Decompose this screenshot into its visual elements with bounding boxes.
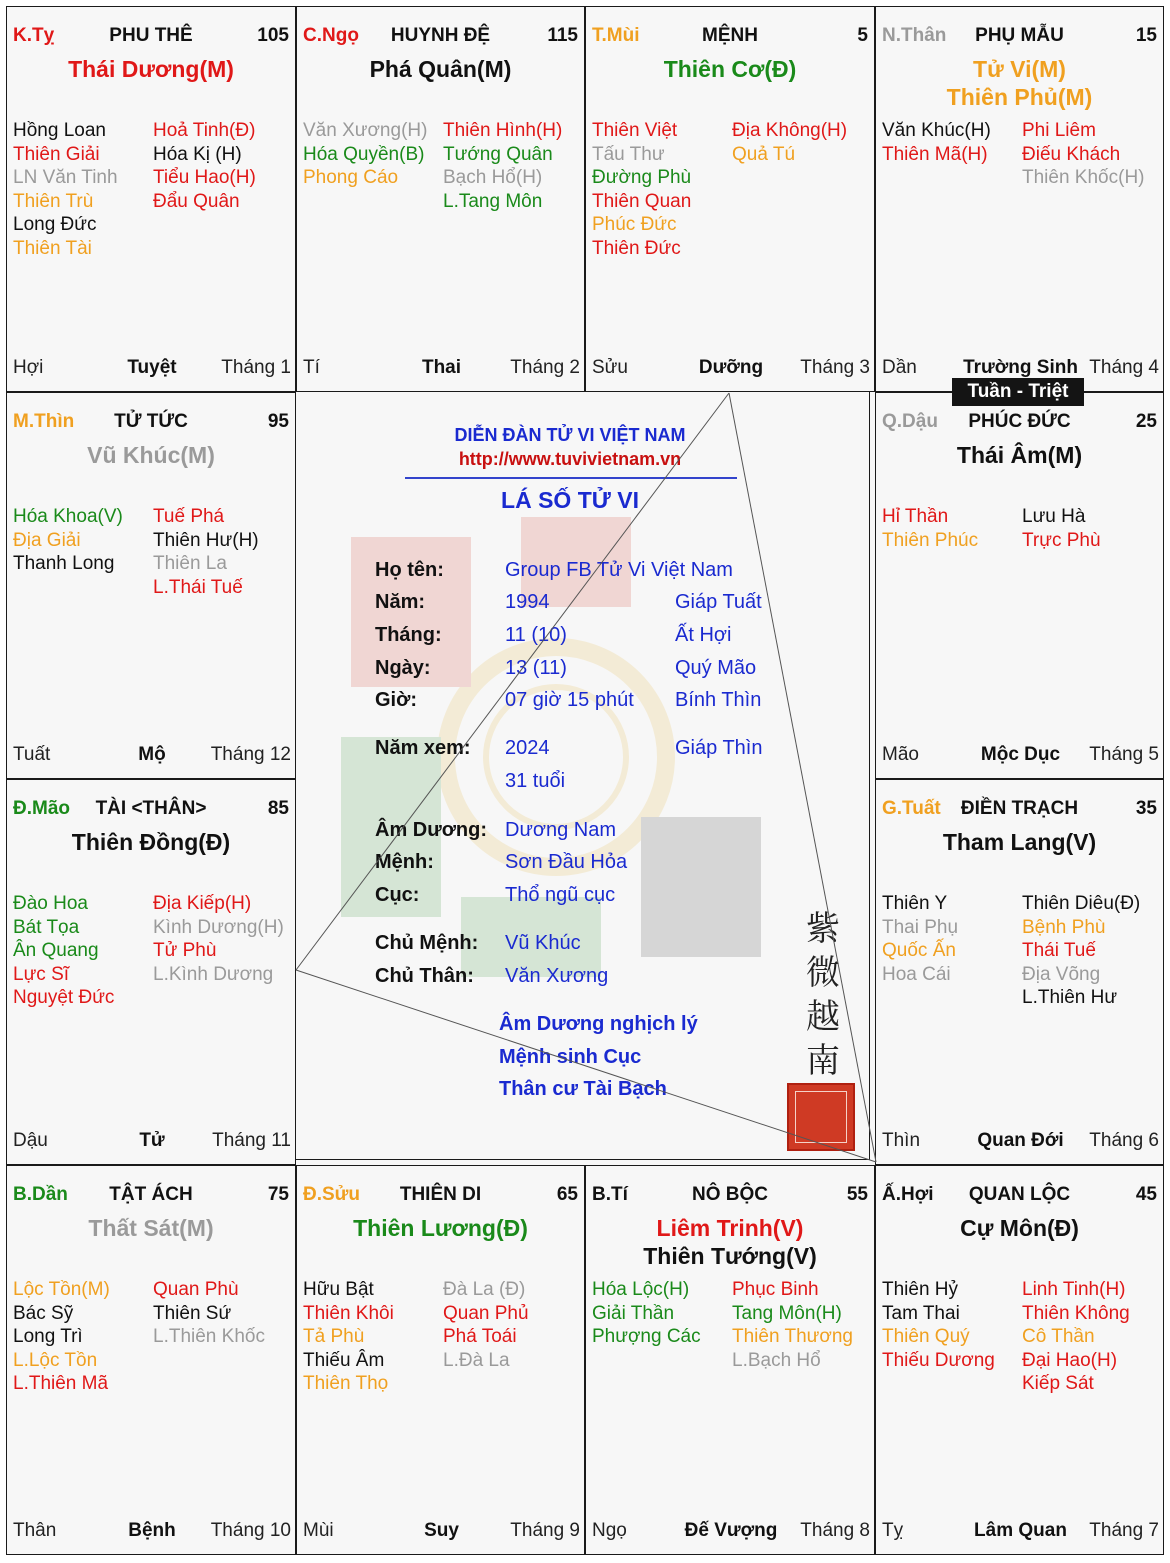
- minor-star: Bạch Hổ(H): [443, 167, 543, 188]
- minor-star: Hóa Quyền(B): [303, 143, 425, 165]
- minor-star: Linh Tinh(H): [1022, 1279, 1126, 1300]
- minor-star: Tam Thai: [882, 1302, 960, 1324]
- life-stage: Lâm Quan: [974, 1520, 1067, 1541]
- info-label: Tháng:: [375, 624, 442, 646]
- minor-star: Thiên Sứ: [153, 1302, 232, 1324]
- info-label: Chủ Thân:: [375, 965, 474, 987]
- palace-name: MỆNH: [702, 25, 758, 46]
- minor-star: Tử Phù: [153, 940, 217, 961]
- info-label: Năm xem:: [375, 737, 471, 759]
- heavenly-stem: Ấ.Hợi: [882, 1184, 934, 1205]
- minor-star: Phục Binh: [732, 1279, 819, 1300]
- minor-star: Điếu Khách: [1022, 143, 1121, 165]
- heavenly-stem: T.Mùi: [592, 25, 640, 46]
- minor-star: Tiểu Hao(H): [153, 167, 256, 188]
- palace-age: 85: [267, 798, 289, 819]
- minor-star: Tấu Thư: [592, 143, 665, 165]
- minor-star: Thiên Trù: [13, 190, 94, 212]
- minor-star: Bát Tọa: [13, 916, 80, 938]
- minor-star: Hoa Cái: [882, 963, 951, 985]
- info-label: Mệnh:: [375, 851, 434, 873]
- minor-star: L.Tang Môn: [443, 190, 543, 212]
- minor-star: Địa Không(H): [732, 120, 848, 141]
- palace-name: QUAN LỘC: [968, 1184, 1071, 1205]
- minor-star: Tuế Phá: [153, 506, 225, 527]
- earthly-branch: Dần: [882, 357, 917, 378]
- minor-star: Hóa Khoa(V): [13, 506, 123, 527]
- minor-star: Đại Hao(H): [1022, 1349, 1118, 1371]
- heavenly-stem: M.Thìn: [13, 411, 75, 432]
- minor-star: Thái Tuế: [1022, 940, 1096, 961]
- life-stage: Mộc Dục: [980, 744, 1061, 765]
- main-star: Tham Lang(V): [942, 829, 1097, 855]
- minor-star: Hỉ Thần: [882, 506, 949, 527]
- main-star: Thái Dương(M): [68, 56, 234, 82]
- main-star: Cự Môn(Đ): [960, 1215, 1079, 1241]
- earthly-branch: Sửu: [592, 357, 628, 378]
- palace-age: 15: [1135, 25, 1157, 46]
- main-star: Liêm Trinh(V): [656, 1215, 804, 1241]
- kanji-char: 紫: [806, 909, 840, 949]
- heavenly-stem: Đ.Mão: [13, 798, 70, 819]
- palace-name: PHÚC ĐỨC: [968, 411, 1071, 432]
- minor-star: Thiên Giải: [13, 143, 100, 165]
- minor-star: Thiên Khôi: [303, 1302, 394, 1324]
- palace-name: TÀI <THÂN>: [95, 798, 207, 819]
- lunar-month: Tháng 10: [210, 1520, 291, 1541]
- lunar-month: Tháng 6: [1089, 1130, 1159, 1151]
- minor-star: Thiên Đức: [592, 237, 681, 259]
- life-stage: Tử: [139, 1130, 165, 1151]
- minor-star: L.Bạch Hổ: [732, 1349, 821, 1371]
- minor-star: Trực Phù: [1022, 529, 1101, 551]
- minor-star: Thiên Khốc(H): [1022, 167, 1145, 188]
- life-stage: Tuyệt: [127, 357, 177, 378]
- minor-star: Hoả Tinh(Đ): [153, 120, 256, 141]
- minor-star: Thiên Thọ: [303, 1373, 389, 1394]
- minor-star: Phượng Các: [592, 1326, 701, 1347]
- info-value: 1994: [505, 591, 550, 613]
- info-label: Năm:: [375, 591, 426, 613]
- minor-star: Địa Kiếp(H): [153, 893, 252, 914]
- palace-age: 65: [556, 1184, 578, 1205]
- info-value: Dương Nam: [505, 819, 616, 841]
- minor-star: Long Trì: [13, 1326, 83, 1347]
- minor-star: Thiên Phúc: [882, 529, 979, 551]
- minor-star: Quả Tú: [732, 143, 796, 165]
- minor-star: Đào Hoa: [13, 893, 88, 914]
- earthly-branch: Tỵ: [882, 1520, 904, 1541]
- info-label: Họ tên:: [375, 559, 444, 581]
- chart-note: Mệnh sinh Cục: [499, 1046, 642, 1068]
- info-value: 2024: [505, 737, 550, 759]
- lunar-month: Tháng 5: [1089, 744, 1159, 765]
- minor-star: Hồng Loan: [13, 120, 106, 141]
- minor-star: Thiên Hình(H): [443, 120, 563, 141]
- earthly-branch: Dậu: [13, 1130, 48, 1151]
- minor-star: Đẩu Quân: [153, 190, 240, 212]
- chart-note: Âm Dương nghịch lý: [499, 1013, 698, 1035]
- palace-age: 95: [267, 411, 289, 432]
- palace-age: 35: [1135, 798, 1157, 819]
- minor-star: Thiên Thương: [732, 1326, 853, 1347]
- life-stage: Thai: [421, 357, 462, 378]
- palace-name: THIÊN DI: [399, 1184, 482, 1205]
- info-label: Âm Dương:: [375, 819, 488, 841]
- info-canchi: Giáp Tuất: [675, 591, 762, 613]
- lunar-month: Tháng 9: [510, 1520, 580, 1541]
- minor-star: Thiên Y: [882, 893, 948, 914]
- minor-star: Lưu Hà: [1022, 506, 1086, 527]
- minor-star: L.Đà La: [443, 1349, 510, 1371]
- minor-star: Thiên Quan: [592, 190, 692, 212]
- minor-star: Quan Phù: [153, 1279, 239, 1300]
- kanji-char: 越: [806, 997, 840, 1037]
- earthly-branch: Hợi: [13, 357, 44, 378]
- chart-note: Thân cư Tài Bạch: [499, 1078, 667, 1100]
- heavenly-stem: Đ.Sửu: [303, 1184, 361, 1205]
- palace-age: 55: [846, 1184, 868, 1205]
- heavenly-stem: K.Tỵ: [13, 25, 55, 46]
- minor-star: Quan Phủ: [443, 1302, 529, 1324]
- minor-star: Thiếu Dương: [882, 1349, 995, 1371]
- earthly-branch: Thìn: [882, 1130, 921, 1151]
- main-star: Thiên Phủ(M): [946, 84, 1093, 110]
- forum-url[interactable]: http://www.tuvivietnam.vn: [458, 449, 682, 469]
- info-label: Cục:: [375, 884, 420, 906]
- minor-star: Thiên Diêu(Đ): [1022, 893, 1141, 914]
- main-star: Vũ Khúc(M): [87, 442, 215, 468]
- palace-age: 75: [267, 1184, 289, 1205]
- minor-star: L.Thái Tuế: [153, 576, 243, 598]
- info-value: Thổ ngũ cục: [505, 884, 616, 906]
- minor-star: Hữu Bật: [303, 1279, 374, 1300]
- info-value: 07 giờ 15 phút: [505, 689, 634, 711]
- minor-star: Kiếp Sát: [1022, 1373, 1094, 1394]
- heavenly-stem: B.Dần: [13, 1184, 68, 1205]
- life-stage: Quan Đới: [977, 1130, 1064, 1151]
- minor-star: Lộc Tồn(M): [13, 1279, 110, 1300]
- lunar-month: Tháng 11: [212, 1130, 291, 1151]
- minor-star: L.Thiên Mã: [13, 1373, 109, 1394]
- minor-star: L.Thiên Hư: [1022, 987, 1118, 1008]
- forum-name: DIỄN ĐÀN TỬ VI VIỆT NAM: [454, 425, 686, 445]
- minor-star: L.Lộc Tồn: [13, 1349, 98, 1371]
- minor-star: Đường Phù: [592, 167, 692, 188]
- main-star: Thất Sát(M): [88, 1215, 214, 1241]
- minor-star: Bác Sỹ: [13, 1302, 74, 1324]
- info-value: 13 (11): [505, 657, 567, 679]
- life-stage: Bệnh: [128, 1520, 176, 1541]
- info-label: Chủ Mệnh:: [375, 932, 479, 954]
- minor-star: Thiên Không: [1022, 1302, 1130, 1324]
- info-canchi: Bính Thìn: [675, 689, 762, 711]
- palace-name: TẬT ÁCH: [109, 1184, 193, 1205]
- main-star: Thiên Lương(Đ): [353, 1215, 528, 1241]
- minor-star: Quốc Ấn: [882, 940, 956, 961]
- minor-star: Phúc Đức: [592, 214, 677, 235]
- palace-age: 25: [1135, 411, 1157, 432]
- minor-star: LN Văn Tinh: [13, 167, 118, 188]
- main-star: Tử Vi(M): [973, 56, 1066, 82]
- info-value: 11 (10): [505, 624, 567, 646]
- minor-star: Địa Giải: [13, 529, 81, 551]
- minor-star: Thiên Việt: [592, 120, 678, 141]
- earthly-branch: Tí: [303, 357, 320, 378]
- palace-age: 5: [857, 25, 868, 46]
- minor-star: Tả Phù: [303, 1326, 365, 1347]
- life-stage: Suy: [424, 1520, 459, 1541]
- earthly-branch: Mão: [882, 744, 919, 765]
- minor-star: Thiếu Âm: [303, 1349, 385, 1371]
- info-label: Giờ:: [375, 689, 417, 711]
- kanji-char: 南: [806, 1041, 840, 1081]
- info-value: Sơn Đầu Hỏa: [505, 851, 628, 873]
- minor-star: Văn Xương(H): [303, 120, 428, 141]
- info-canchi: Giáp Thìn: [675, 737, 763, 759]
- minor-star: Phong Cáo: [303, 167, 399, 188]
- minor-star: Giải Thần: [592, 1302, 675, 1324]
- minor-star: Hóa Kị (H): [153, 143, 242, 165]
- info-value: 31 tuổi: [505, 770, 566, 792]
- lunar-month: Tháng 7: [1089, 1520, 1159, 1541]
- minor-star: Cô Thần: [1022, 1326, 1095, 1347]
- minor-star: Bệnh Phù: [1022, 916, 1106, 938]
- minor-star: Phá Toái: [443, 1326, 517, 1347]
- life-stage: Mộ: [138, 744, 166, 765]
- earthly-branch: Tuất: [13, 744, 51, 765]
- lunar-month: Tháng 4: [1089, 357, 1159, 378]
- palace-name: NÔ BỘC: [692, 1184, 768, 1205]
- lunar-month: Tháng 1: [221, 357, 291, 378]
- heavenly-stem: B.Tí: [592, 1184, 628, 1205]
- info-canchi: Ất Hợi: [675, 624, 732, 646]
- main-star: Thái Âm(M): [956, 442, 1083, 468]
- minor-star: Thanh Long: [13, 553, 115, 574]
- palace-name: TỬ TỨC: [114, 411, 188, 432]
- lunar-month: Tháng 8: [800, 1520, 870, 1541]
- life-stage: Dưỡng: [698, 357, 764, 378]
- main-star: Thiên Cơ(Đ): [663, 56, 797, 82]
- minor-star: Thiên Mã(H): [882, 143, 988, 165]
- heavenly-stem: Q.Dậu: [882, 411, 938, 432]
- earthly-branch: Ngọ: [592, 1520, 627, 1541]
- minor-star: Tướng Quân: [443, 143, 553, 165]
- minor-star: Thiên Hỷ: [882, 1279, 959, 1300]
- palace-name: PHU THÊ: [109, 25, 193, 46]
- heavenly-stem: G.Tuất: [882, 798, 941, 819]
- palace-age: 105: [257, 25, 289, 46]
- chart-title: LÁ SỐ TỬ VI: [501, 487, 639, 513]
- info-value: Group FB Tử Vi Việt Nam: [505, 559, 733, 581]
- minor-star: Thai Phụ: [882, 916, 959, 938]
- main-star: Thiên Tướng(V): [643, 1243, 817, 1269]
- minor-star: Hóa Lộc(H): [592, 1279, 690, 1300]
- minor-star: Văn Khúc(H): [882, 120, 991, 141]
- minor-star: Lực Sĩ: [13, 963, 70, 985]
- palace-name: HUYNH ĐỆ: [390, 25, 491, 46]
- minor-star: Ân Quang: [13, 940, 99, 961]
- main-star: Phá Quân(M): [369, 56, 512, 82]
- minor-star: Tang Môn(H): [732, 1302, 842, 1324]
- main-star: Thiên Đồng(Đ): [71, 829, 231, 855]
- kanji-char: 微: [806, 953, 840, 993]
- minor-star: Kình Dương(H): [153, 916, 284, 938]
- earthly-branch: Mùi: [303, 1520, 334, 1541]
- palace-age: 45: [1135, 1184, 1157, 1205]
- minor-star: Địa Võng: [1022, 963, 1101, 985]
- palace-age: 115: [547, 25, 578, 46]
- minor-star: Thiên La: [153, 553, 227, 574]
- life-stage: Đế Vượng: [684, 1520, 778, 1541]
- tuan-triet-badge: Tuần - Triệt: [952, 378, 1084, 406]
- minor-star: Nguyệt Đức: [13, 987, 115, 1008]
- life-stage: Trường Sinh: [963, 357, 1078, 378]
- info-value: Văn Xương: [505, 965, 609, 987]
- heavenly-stem: N.Thân: [882, 25, 947, 46]
- info-canchi: Quý Mão: [675, 657, 757, 679]
- minor-star: Thiên Hư(H): [153, 529, 259, 551]
- earthly-branch: Thân: [13, 1520, 57, 1541]
- palace-name: PHỤ MẪU: [975, 25, 1064, 46]
- minor-star: Long Đức: [13, 214, 97, 235]
- minor-star: L.Kình Dương: [153, 963, 274, 985]
- minor-star: L.Thiên Khốc: [153, 1326, 265, 1347]
- info-label: Ngày:: [375, 657, 431, 679]
- minor-star: Đà La (Đ): [443, 1279, 526, 1300]
- lunar-month: Tháng 12: [210, 744, 291, 765]
- minor-star: Phi Liêm: [1022, 120, 1096, 141]
- minor-star: Thiên Quý: [882, 1326, 970, 1347]
- heavenly-stem: C.Ngọ: [303, 25, 359, 46]
- lunar-month: Tháng 3: [800, 357, 870, 378]
- minor-star: Thiên Tài: [13, 237, 92, 259]
- lunar-month: Tháng 2: [510, 357, 580, 378]
- info-value: Vũ Khúc: [505, 932, 581, 954]
- palace-name: ĐIỀN TRẠCH: [960, 798, 1079, 819]
